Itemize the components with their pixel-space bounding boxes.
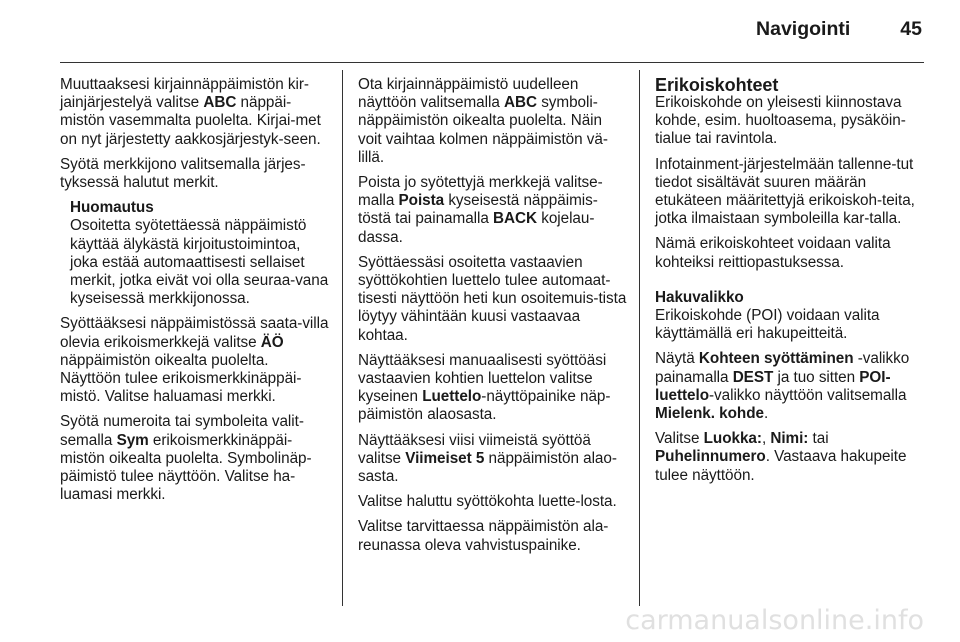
paragraph: Näyttääksesi viisi viimeistä syöttöä valitse Viimeiset 5 näppäimistön alao-sasta. [358,431,617,486]
paragraph: Näytä Kohteen syöttäminen -valikko painamalla DEST ja tuo sitten POI-luettelo-valikko näyttöön valitsemalla Mielenk. kohde. [655,350,910,423]
paragraph: Erikoiskohde (POI) voidaan valita käyttämällä eri hakupeitteitä. [655,307,880,343]
bold-keyword: ÄÖ [260,333,284,351]
page-number: 45 [900,18,922,40]
column-3 [655,76,923,492]
paragraph: Nämä erikoiskohteet voidaan valita kohteiksi reittiopastuksessa. [655,235,891,271]
bold-keyword: Sym [116,431,149,449]
bold-keyword: Nimi: [770,430,809,448]
paragraph: Syöttääksesi näppäimistössä saata-villa olevia erikoismerkkejä valitse ÄÖ näppäimistön oikealta puolelta. Näyttöön tulee erikoismerkkinäppäi-mistö. Valitse haluamasi merkki. [60,315,329,406]
bold-keyword: POI-luettelo [655,368,891,404]
bold-keyword: Mielenk. kohde [655,405,764,423]
page-header [756,18,922,41]
bold-keyword: Poista [398,192,445,210]
bold-keyword: Kohteen syöttäminen [698,350,854,368]
bold-keyword: Luettelo [422,388,482,406]
paragraph: Syötä numeroita tai symboleita valit-semalla Sym erikoismerkkinäppäi-mistön oikealta puolelta. Symbolinäp-päimistö tulee näyttöön. Valitse ha-luamasi merkki. [60,413,312,504]
paragraph: Infotainment-järjestelmään tallenne-tut tiedot sisältävät suuren määrän etukäteen määritettyjä erikoiskoh-teita, jotka ilmaistaan symboleilla kar-talla. [655,155,915,228]
watermark: carmanualsonline.info [625,605,924,636]
bold-keyword: DEST [732,368,774,386]
paragraph: Erikoiskohde on yleisesti kiinnostava kohde, esim. huoltoasema, pysäköin-tialue tai ravintola. [655,94,906,148]
subsection-title: Hakuvalikko [655,288,744,306]
paragraph: Näyttääksesi manuaalisesti syöttöäsi vastaavien kohtien luettelon valitse kyseinen Luettelo-näyttöpainike näp-päimistön alaosasta. [358,351,611,424]
bold-keyword: ABC [504,94,537,112]
paragraph: Valitse haluttu syöttökohta luette-losta. [358,493,617,511]
paragraph: Syötä merkkijono valitsemalla järjes-tyksessä halutut merkit. [60,155,306,192]
paragraph: Valitse tarvittaessa näppäimistön ala-reunassa oleva vahvistuspainike. [358,518,609,554]
paragraph: Syöttäessäsi osoitetta vastaavien syöttökohtien luettelo tulee automaat-tisesti näyttöön heti kun osoitemuis-tista löytyy vähintään kuusi vastaavaa kohtaa. [358,253,627,344]
column-2 [358,76,628,562]
note-box [70,199,330,308]
spacer [655,279,923,289]
column-divider-2 [639,70,640,606]
bold-keyword: Viimeiset 5 [405,449,485,467]
paragraph: Ota kirjainnäppäimistö uudelleen näyttöön valitsemalla ABC symboli-näppäimistön oikealta puolelta. Näin voit vaihtaa kolmen näppäimistön vä-lillä. [358,76,608,166]
section-title: Erikoiskohteet [655,75,779,95]
paragraph: Muuttaaksesi kirjainnäppäimistön kir-jainjärjestelyä valitse ABC näppäi-mistön vasemmalta puolelta. Kirjai-met on nyt järjestetty aakkosjärjestyk-seen. [60,76,321,148]
note-title: Huomautus [70,199,154,217]
bold-keyword: ABC [203,94,237,112]
paragraph: Poista jo syötettyjä merkkejä valitse-malla Poista kyseisestä näppäimis-töstä tai painamalla BACK kojelau-dassa. [358,174,603,246]
page-title: Navigointi [756,18,851,40]
column-1 [60,76,330,511]
paragraph: Valitse Luokka:, Nimi: tai Puhelinnumero. Vastaava hakupeite tulee näyttöön. [655,430,907,484]
bold-keyword: Luokka: [703,430,762,448]
bold-keyword: Puhelinnumero [655,448,766,466]
bold-keyword: BACK [493,210,538,228]
note-text: Osoitetta syötettäessä näppäimistö käyttää älykästä kirjoitustoimintoa, joka estää automaattisesti sellaiset merkit, jotka eivät voi olla seuraa-vana kyseisessä merkkijonossa. [70,217,329,308]
column-divider-1 [342,70,343,606]
header-divider [60,62,924,63]
